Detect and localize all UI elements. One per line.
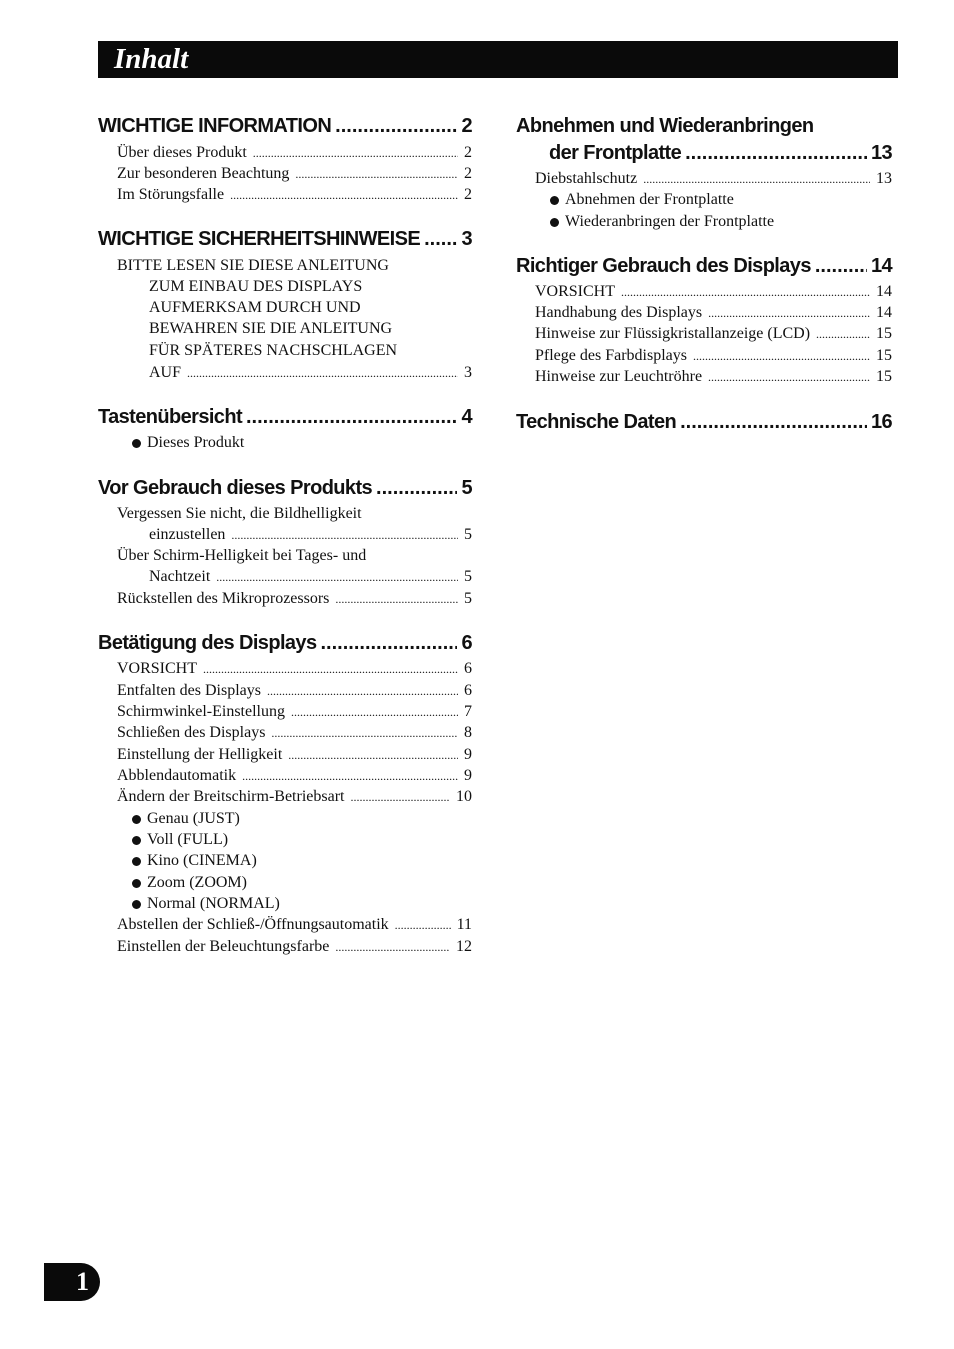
bullet-text: Kino (CINEMA) [147,852,257,869]
heading-page: 4 [461,406,472,428]
entry-page: 8 [464,724,472,741]
entry-text: Hinweise zur Flüssigkristallanzeige (LCD) [535,325,811,342]
heading-text: Technische Daten [516,411,677,433]
toc-heading[interactable] [516,254,892,278]
leader-dots [350,787,450,807]
leader-dots [320,631,457,655]
leader-dots [621,282,870,302]
toc-bullet[interactable] [132,433,244,453]
leader-dots [291,702,458,722]
heading-page: 16 [870,411,892,433]
entry-text: Im Störungsfalle [117,186,225,203]
entry-page: 2 [464,144,472,161]
heading-page: 2 [461,115,472,137]
toc-heading[interactable] [98,114,472,138]
heading-page: 5 [461,477,472,499]
toc-entry[interactable] [117,681,472,701]
entry-page: 3 [464,364,472,381]
toc-entry[interactable] [149,567,472,587]
leader-dots [246,405,457,429]
entry-text: Nachtzeit [149,568,211,585]
entry-text: Diebstahlschutz [535,170,638,187]
leader-dots [816,324,870,344]
toc-entry[interactable] [535,303,892,323]
toc-entry[interactable] [117,745,472,765]
toc-bullet[interactable] [132,851,257,871]
toc-entry[interactable] [535,282,892,302]
entry-page: 12 [456,938,472,955]
entry-text: Über dieses Produkt [117,144,247,161]
toc-entry[interactable] [535,169,892,189]
heading-text: Vor Gebrauch dieses Produkts [98,477,373,499]
bullet-icon [550,196,559,205]
toc-bullet[interactable] [550,212,774,232]
bullet-icon [132,815,141,824]
heading-page: 13 [870,142,892,164]
leader-dots [424,227,457,251]
toc-entry[interactable] [117,589,472,609]
entry-text: Schließen des Displays [117,724,266,741]
leader-dots [203,659,458,679]
toc-bullet[interactable] [132,894,280,914]
bullet-icon [132,857,141,866]
entry-page: 6 [464,660,472,677]
entry-page: 2 [464,165,472,182]
toc-bullet[interactable] [550,190,734,210]
entry-text: VORSICHT [117,660,198,677]
toc-entry[interactable] [535,324,892,344]
entry-text: Einstellen der Beleuchtungsfarbe [117,938,330,955]
toc-text-line: FÜR SPÄTERES NACHSCHLAGEN [149,342,398,359]
entry-text: einzustellen [149,526,226,543]
bullet-text: Voll (FULL) [147,831,229,848]
leader-dots [267,681,458,701]
entry-page: 5 [464,526,472,543]
entry-page: 2 [464,186,472,203]
toc-entry[interactable] [117,787,472,807]
leader-dots [335,937,450,957]
leader-dots [708,367,870,387]
page-number-badge [44,1263,100,1301]
leader-dots [242,766,458,786]
toc-text-line: ZUM EINBAU DES DISPLAYS [149,278,363,295]
heading-page: 6 [461,632,472,654]
toc-entry[interactable] [149,525,472,545]
toc-entry[interactable] [117,937,472,957]
heading-text: WICHTIGE SICHERHEITSHINWEISE [98,228,421,250]
toc-heading[interactable] [98,631,472,655]
leader-dots [216,567,458,587]
toc-heading[interactable] [98,405,472,429]
bullet-icon [132,879,141,888]
toc-entry[interactable] [535,367,892,387]
entry-text: Abblendautomatik [117,767,237,784]
heading-text: Tastenübersicht [98,406,242,428]
leader-dots [230,185,458,205]
entry-text: Schirmwinkel-Einstellung [117,703,285,720]
leader-dots [376,476,457,500]
heading-page: 14 [870,255,892,277]
leader-dots [335,114,457,138]
leader-dots [395,915,451,935]
bullet-text: Dieses Produkt [147,434,245,451]
toc-entry[interactable] [117,164,472,184]
toc-entry[interactable] [117,702,472,722]
toc-entry[interactable] [117,915,472,935]
entry-text: Rückstellen des Mikroprozessors [117,590,330,607]
heading-text: der Frontplatte [549,142,682,164]
leader-dots [271,723,458,743]
entry-page: 9 [464,767,472,784]
bullet-text: Zoom (ZOOM) [147,874,247,891]
toc-entry[interactable] [117,766,472,786]
bullet-icon [550,218,559,227]
entry-text: Einstellung der Helligkeit [117,746,283,763]
toc-heading[interactable] [98,476,472,500]
bullet-icon [132,439,141,448]
toc-entry[interactable] [117,659,472,679]
entry-text: Pflege des Farbdisplays [535,347,687,364]
entry-page: 14 [876,304,892,321]
entry-page: 13 [876,170,892,187]
toc-heading[interactable] [516,114,892,138]
entry-page: 10 [456,788,472,805]
toc-entry[interactable] [117,143,472,163]
title-bar [98,41,898,78]
leader-dots [253,143,458,163]
toc-bullet[interactable] [132,873,247,893]
entry-text: Zur besonderen Beachtung [117,165,290,182]
page-number: 1 [76,1267,89,1296]
toc-bullet[interactable] [132,809,240,829]
heading-text: Betätigung des Displays [98,632,317,654]
toc-entry[interactable] [535,346,892,366]
entry-page: 6 [464,682,472,699]
leader-dots [685,141,867,165]
toc-text-line: BEWAHREN SIE DIE ANLEITUNG [149,320,393,337]
leader-dots [693,346,870,366]
bullet-text: Normal (NORMAL) [147,895,280,912]
entry-text: Hinweise zur Leuchtröhre [535,368,703,385]
bullet-text: Genau (JUST) [147,810,240,827]
entry-text: Abstellen der Schließ-/Öffnungsautomatik [117,916,389,933]
entry-text: Handhabung des Displays [535,304,703,321]
leader-dots [708,303,870,323]
toc-entry[interactable] [117,723,472,743]
toc-entry[interactable] [149,363,472,383]
bullet-text: Wiederanbringen der Frontplatte [565,213,775,230]
toc-text-line: Über Schirm-Helligkeit bei Tages- und [117,547,367,564]
toc-bullet[interactable] [132,830,228,850]
entry-page: 14 [876,283,892,300]
toc-heading[interactable] [98,227,472,251]
leader-dots [295,164,458,184]
entry-page: 5 [464,568,472,585]
entry-page: 15 [876,325,892,342]
entry-page: 15 [876,368,892,385]
heading-text: Abnehmen und Wiederanbringen [516,115,814,137]
bullet-text: Abnehmen der Frontplatte [565,191,734,208]
entry-page: 15 [876,347,892,364]
entry-text: VORSICHT [535,283,616,300]
leader-dots [335,589,458,609]
heading-page: 3 [461,228,472,250]
leader-dots [643,169,870,189]
leader-dots [187,363,458,383]
leader-dots [231,525,458,545]
heading-text: WICHTIGE INFORMATION [98,115,332,137]
bullet-icon [132,836,141,845]
toc-heading[interactable] [549,141,892,165]
entry-page: 9 [464,746,472,763]
toc-entry[interactable] [117,185,472,205]
entry-page: 5 [464,590,472,607]
page-title: Inhalt [114,43,189,75]
entry-text: Ändern der Breitschirm-Betriebsart [117,788,345,805]
heading-text: Richtiger Gebrauch des Displays [516,255,811,277]
toc-text-line: BITTE LESEN SIE DIESE ANLEITUNG [117,257,389,274]
leader-dots [815,254,867,278]
leader-dots [288,745,458,765]
entry-text: Entfalten des Displays [117,682,261,699]
bullet-icon [132,900,141,909]
entry-page: 7 [464,703,472,720]
entry-text: AUF [149,364,182,381]
toc-heading[interactable] [516,410,892,434]
toc-text-line: AUFMERKSAM DURCH UND [149,299,361,316]
toc-text-line: Vergessen Sie nicht, die Bildhelligkeit [117,505,362,522]
entry-page: 11 [456,916,472,933]
leader-dots [680,410,867,434]
